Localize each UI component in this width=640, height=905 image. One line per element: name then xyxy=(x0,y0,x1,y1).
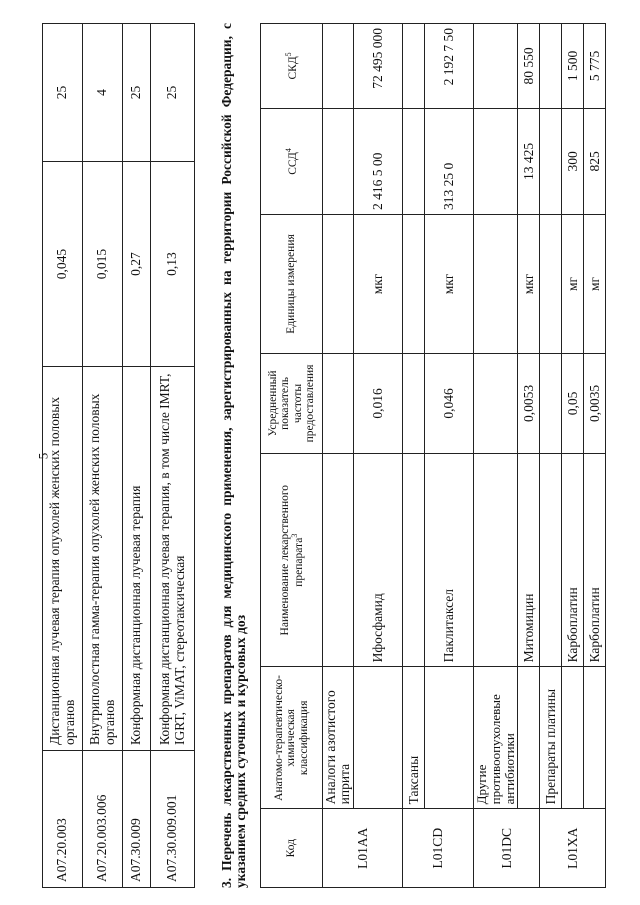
drug-frequency: 0,046 xyxy=(425,353,474,453)
procedure-frequency: 0,13 xyxy=(151,162,195,367)
header-atc: Анатомо-терапевтическо-химическая классификация xyxy=(261,667,323,809)
header-frequency: Усредненный показатель частоты предоставления xyxy=(261,353,323,453)
procedure-frequency: 0,27 xyxy=(123,162,151,367)
drug-frequency: 0,016 xyxy=(354,353,403,453)
procedure-count: 25 xyxy=(151,24,195,162)
drugs-table xyxy=(260,23,606,888)
group-atc: Аналоги азотистого иприта xyxy=(323,667,354,809)
drug-skd: 72 495 000 xyxy=(354,24,403,109)
group-atc: Таксаны xyxy=(403,667,425,809)
group-row xyxy=(540,24,562,888)
rotated-page-content xyxy=(10,23,630,888)
table-row xyxy=(123,24,151,888)
procedure-count: 25 xyxy=(123,24,151,162)
group-atc: Другие противоопухолевые антибиотики xyxy=(474,667,518,809)
procedure-name: Конформная дистанционная лучевая терапия xyxy=(123,367,151,751)
procedure-code: A07.20.003.006 xyxy=(83,751,123,888)
drug-frequency: 0,0035 xyxy=(584,353,606,453)
page-number: 5 xyxy=(35,452,51,460)
drug-ssd: 313 25 0 xyxy=(425,108,474,214)
group-row xyxy=(474,24,518,888)
drug-ssd: 825 xyxy=(584,108,606,214)
procedure-count: 25 xyxy=(43,24,83,162)
drug-name: Карбоплатин xyxy=(562,453,584,666)
procedure-frequency: 0,045 xyxy=(43,162,83,367)
procedure-name: Конформная дистанционная лучевая терапия, в том числе IMRT, IGRT, ViMAT, стереотаксическая xyxy=(151,367,195,751)
group-row xyxy=(403,24,425,888)
group-code: L01DC xyxy=(474,809,540,888)
procedure-count: 4 xyxy=(83,24,123,162)
group-code: L01AA xyxy=(323,809,403,888)
drug-name: Карбоплатин xyxy=(584,453,606,666)
drug-ssd: 2 416 5 00 xyxy=(354,108,403,214)
drug-row xyxy=(562,24,584,888)
header-skd: СКД$^5$ xyxy=(261,24,323,109)
header-ssd: ССД$^4$ xyxy=(261,108,323,214)
drug-unit: мг xyxy=(584,215,606,354)
group-code: L01CD xyxy=(403,809,474,888)
drug-skd: 80 550 xyxy=(518,24,540,109)
table-row xyxy=(43,24,83,888)
group-code: L01XA xyxy=(540,809,606,888)
drug-unit: мкг xyxy=(354,215,403,354)
drug-row xyxy=(354,24,403,888)
drug-ssd: 13 425 xyxy=(518,108,540,214)
drug-name: Ифосфамид xyxy=(354,453,403,666)
drug-ssd: 300 xyxy=(562,108,584,214)
procedure-frequency: 0,015 xyxy=(83,162,123,367)
drug-frequency: 0,05 xyxy=(562,353,584,453)
group-atc: Препараты платины xyxy=(540,667,562,809)
header-drug-name: Наименование лекарственного препарата$^3$ xyxy=(261,453,323,666)
procedure-name: Дистанционная лучевая терапия опухолей женских половых органов xyxy=(43,367,83,751)
section-heading: 3. Перечень лекарственных препаратов для медицинского применения, зарегистрированных на территории Российской Федерации, с указанием средних суточных и курсовых доз xyxy=(219,23,249,888)
drug-name: Митомицин xyxy=(518,453,540,666)
procedure-name: Внутриполостная гамма-терапия опухолей женских половых органов xyxy=(83,367,123,751)
drug-unit: мг xyxy=(562,215,584,354)
procedure-code: A07.30.009 xyxy=(123,751,151,888)
drug-row xyxy=(584,24,606,888)
table-header-row xyxy=(261,24,323,888)
drug-row xyxy=(425,24,474,888)
drug-unit: мкг xyxy=(425,215,474,354)
procedure-code: A07.20.003 xyxy=(43,751,83,888)
procedures-table xyxy=(42,23,195,888)
drug-skd: 2 192 7 50 xyxy=(425,24,474,109)
header-unit: Единицы измерения xyxy=(261,215,323,354)
drug-skd: 5 775 xyxy=(584,24,606,109)
drug-skd: 1 500 xyxy=(562,24,584,109)
table-row xyxy=(151,24,195,888)
drug-frequency: 0,0053 xyxy=(518,353,540,453)
table-row xyxy=(83,24,123,888)
drug-name: Паклитаксел xyxy=(425,453,474,666)
drug-unit: мкг xyxy=(518,215,540,354)
procedure-code: A07.30.009.001 xyxy=(151,751,195,888)
header-code: Код xyxy=(261,809,323,888)
drug-row xyxy=(518,24,540,888)
group-row xyxy=(323,24,354,888)
